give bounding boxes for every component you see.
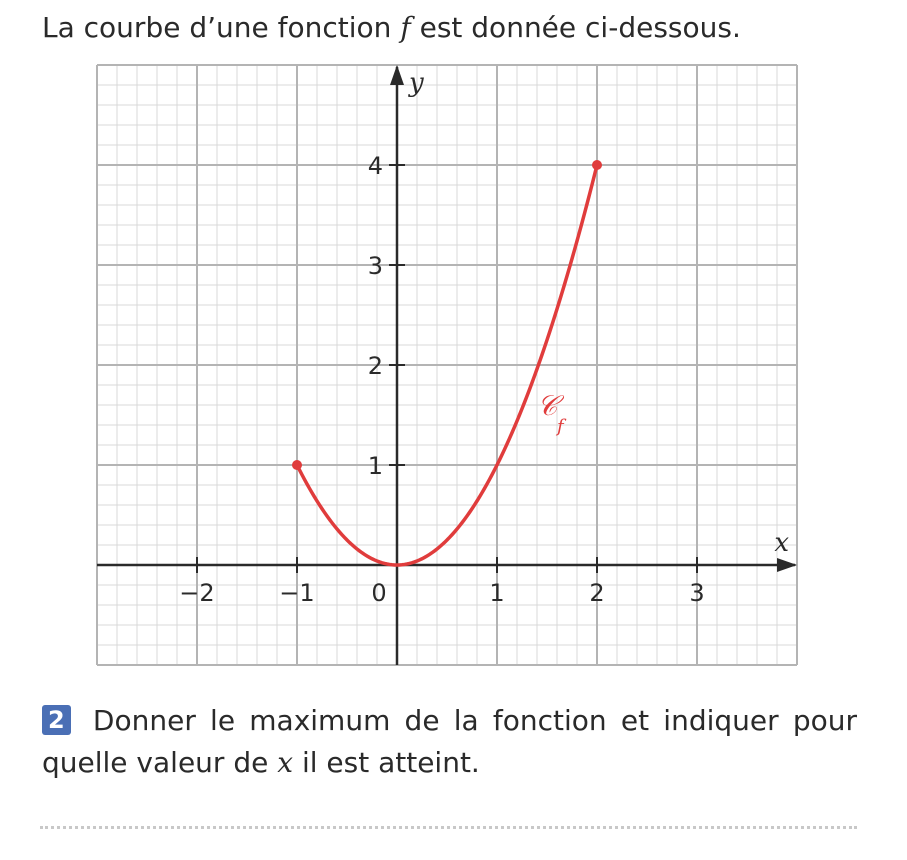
question-text-after: il est atteint. <box>301 746 480 779</box>
x-tick-label: 3 <box>689 579 705 607</box>
x-tick-label: 2 <box>589 579 605 607</box>
y-tick-label: 3 <box>367 252 383 280</box>
intro-text-after: est donnée ci-dessous. <box>419 11 741 44</box>
curve-label-subscript: f <box>557 416 564 437</box>
function-name: f <box>400 11 411 44</box>
y-axis-arrow <box>390 65 404 85</box>
curve-endpoint <box>292 460 302 470</box>
x-axis-arrow <box>777 558 797 572</box>
y-tick-label: 1 <box>367 452 383 480</box>
y-tick-label: 2 <box>367 352 383 380</box>
question-variable: x <box>277 746 294 779</box>
question-2 <box>42 700 857 784</box>
curve-endpoint <box>592 160 602 170</box>
x-axis-label: x <box>774 528 789 558</box>
answer-dotted-line <box>40 826 857 829</box>
x-tick-label: 0 <box>371 579 387 607</box>
question-text-before: Donner le maximum de la fonction et indiquer pour quelle valeur de <box>42 704 857 779</box>
x-tick-label: −1 <box>279 579 315 607</box>
question-number-badge: 2 <box>42 705 71 735</box>
curve-label: 𝒞 <box>537 389 558 422</box>
x-tick-label: 1 <box>489 579 505 607</box>
y-tick-label: 4 <box>367 152 383 180</box>
y-axis-label: y <box>409 68 424 98</box>
intro-text-before: La courbe d’une fonction <box>42 11 392 44</box>
x-tick-label: −2 <box>179 579 215 607</box>
